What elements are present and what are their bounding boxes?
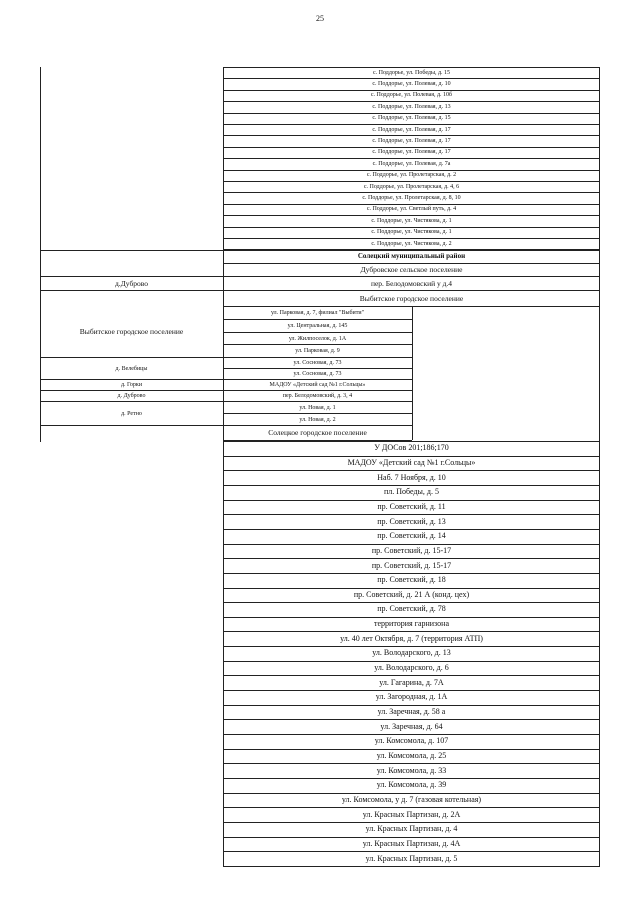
table-hline xyxy=(223,124,599,125)
table-hline xyxy=(223,749,599,750)
table-hline xyxy=(40,290,599,291)
soletskoe-row: ул. Красных Партизан, д. 2А xyxy=(362,809,461,819)
podd-row: с. Поддорье, ул. Пролетарская, д. 4, 6 xyxy=(363,183,460,190)
table-hline xyxy=(223,158,599,159)
table-hline xyxy=(40,379,412,380)
podd-row: с. Поддорье, ул. Чистякова, д. 2 xyxy=(371,240,452,247)
soletskoe-row: ул. Красных Партизан, д. 4А xyxy=(362,838,461,848)
table-hline xyxy=(223,690,599,691)
dubrovo-place: д.Дуброво xyxy=(114,278,148,288)
soletskoe-row: ул. Красных Партизан, д. 4 xyxy=(365,824,458,834)
podd-row: с. Поддорье, ул. Пролетарская, д. 2 xyxy=(366,172,457,179)
podd-row: с. Поддорье, ул. Полевая, д. 15 xyxy=(372,115,451,122)
soletskoe-row: ул. Красных Партизан, д. 5 xyxy=(365,853,458,863)
table-hline xyxy=(223,204,599,205)
table-hline xyxy=(223,485,599,486)
table-hline xyxy=(223,866,599,867)
retno-address-2: ул. Новая, д. 2 xyxy=(299,416,336,423)
vybiti-address-3: ул. Жилпоселок, д. 1А xyxy=(288,335,347,342)
district-title: Солецкий муниципальный район xyxy=(357,251,466,260)
podd-row: с. Поддорье, ул. Победы, д. 15 xyxy=(372,69,451,76)
table-vline xyxy=(412,307,413,440)
soletskoe-row: пр. Советский, д. 15-17 xyxy=(371,545,452,555)
table-hline xyxy=(223,113,599,114)
podd-row: с. Поддорье, ул. Полевая, д. 13 xyxy=(372,103,451,110)
table-hline xyxy=(223,441,599,442)
table-hline xyxy=(40,401,412,402)
soletskoe-row: ул. Володарского, д. 13 xyxy=(372,648,451,658)
table-hline xyxy=(223,573,599,574)
soletskoe-row: ул. Загородная, д. 1А xyxy=(375,692,448,702)
table-hline xyxy=(223,147,599,148)
gorki-address: МАДОУ «Детский сад №1 г.Сольцы» xyxy=(269,382,366,388)
soletskoe-row: У ДОСов 201;186;170 xyxy=(374,443,449,453)
table-hline xyxy=(223,101,599,102)
table-hline xyxy=(223,344,412,345)
table-hline xyxy=(223,602,599,603)
address-table xyxy=(40,67,600,867)
soletskoe-row: пр. Советский, д. 14 xyxy=(377,531,446,541)
gorki-label: д. Горки xyxy=(120,382,143,388)
soletskoe-row: территория гарнизона xyxy=(373,619,450,629)
table-hline xyxy=(223,807,599,808)
table-hline xyxy=(223,170,599,171)
table-hline xyxy=(223,192,599,193)
soletskoe-row: ул. Комсомола, д. 107 xyxy=(374,736,449,746)
table-hline xyxy=(223,470,599,471)
vybiti-address-4: ул. Парковая, д. 9 xyxy=(295,348,340,354)
retno-address-1: ул. Новая, д. 1 xyxy=(299,404,336,411)
podd-row: с. Поддорье, ул. Полевая, д. 7а xyxy=(372,160,451,167)
table-hline xyxy=(223,456,599,457)
vybiti-address-1: ул. Парковая, д. 7, филиал "Выбити" xyxy=(270,310,365,316)
table-hline xyxy=(223,368,412,369)
soletskoe-row: ул. Заречная, д. 58 а xyxy=(377,707,446,716)
table-hline xyxy=(223,675,599,676)
table-hline xyxy=(223,319,412,320)
soletskoe-row: пр. Советский, д. 78 xyxy=(377,604,446,614)
soletskoe-row: ул. Комсомола, д. 33 xyxy=(376,765,447,775)
vybiti-address-2: ул. Центральная, д. 145 xyxy=(287,323,348,329)
table-hline xyxy=(223,851,599,852)
retno-label: д. Ретно xyxy=(121,410,142,417)
table-hline xyxy=(40,425,412,426)
page-number: 25 xyxy=(316,14,324,23)
table-hline xyxy=(223,514,599,515)
soletskoe-row: пр. Советский, д. 13 xyxy=(377,516,446,526)
podd-row: с. Поддорье, ул. Полевая, д. 17 xyxy=(372,138,451,145)
table-hline xyxy=(223,500,599,501)
table-vline xyxy=(223,67,224,867)
table-hline xyxy=(223,631,599,632)
table-hline xyxy=(223,778,599,779)
soletskoe-row: ул. Володарского, д. 6 xyxy=(374,663,449,673)
dubrovo2-address: пер. Белодомовский, д. 3, 4 xyxy=(282,393,353,399)
table-hline xyxy=(223,719,599,720)
table-hline xyxy=(223,837,599,838)
table-hline xyxy=(223,227,599,228)
soletskoe-row: ул. Заречная, д. 64 xyxy=(380,721,443,731)
table-hline xyxy=(223,215,599,216)
table-hline xyxy=(223,238,599,239)
table-hline xyxy=(223,558,599,559)
podd-row: с. Поддорье, ул. Полевая, д. 10 xyxy=(372,81,451,88)
soletskoe-row: ул. Гагарина, д. 7А xyxy=(379,677,444,687)
table-hline xyxy=(223,67,599,68)
soletskoe-row: Наб. 7 Ноября, д. 10 xyxy=(377,472,446,482)
dubrovo-address: пер. Белодомовский у д.4 xyxy=(370,278,453,288)
soletskoe-row: пр. Советский, д. 21 А (конд. цех) xyxy=(353,589,470,599)
table-hline xyxy=(223,306,599,307)
podd-row: с. Поддорье, ул. Полевая, д. 17 xyxy=(372,149,451,156)
soletskoe-row: ул. 40 лет Октября, д. 7 (территория АТП) xyxy=(340,633,483,643)
table-hline xyxy=(223,705,599,706)
podd-row: с. Поддорье, ул. Полевая, д. 10б xyxy=(370,92,453,99)
table-hline xyxy=(223,822,599,823)
soletskoe-row: пр. Советский, д. 18 xyxy=(377,575,446,585)
soletskoe-row: ул. Комсомола, д. 25 xyxy=(376,750,447,760)
table-hline xyxy=(223,332,412,333)
table-hline xyxy=(223,135,599,136)
table-hline xyxy=(40,250,599,251)
podd-row: с. Поддорье, ул. Светлый путь, д. 4 xyxy=(366,206,457,213)
table-hline xyxy=(223,734,599,735)
dubrovo-settlement-title: Дубровское сельское поселение xyxy=(360,264,463,274)
podd-row: с. Поддорье, ул. Пролетарская, д. 8, 10 xyxy=(362,195,461,202)
table-hline xyxy=(223,181,599,182)
table-hline xyxy=(223,529,599,530)
table-hline xyxy=(223,793,599,794)
table-hline xyxy=(223,90,599,91)
soletskoe-settlement-title: Солецкое городское поселение xyxy=(268,428,367,438)
velebitsy-address-2: ул. Сосновая, д. 73 xyxy=(293,371,342,377)
table-hline xyxy=(40,276,599,277)
table-hline xyxy=(223,646,599,647)
table-hline xyxy=(223,544,599,545)
podd-row: с. Поддорье, ул. Чистякова, д. 1 xyxy=(371,217,452,224)
vybiti-settlement-title: Выбитское городское поселение xyxy=(359,293,464,303)
podd-row: с. Поддорье, ул. Чистякова, д. 1 xyxy=(371,229,452,236)
soletskoe-row: пр. Советский, д. 15-17 xyxy=(371,560,452,570)
table-hline xyxy=(40,390,412,391)
table-vline xyxy=(599,67,600,867)
podd-row: с. Поддорье, ул. Полевая, д. 17 xyxy=(372,126,451,133)
velebitsy-address-1: ул. Сосновая, д. 73 xyxy=(293,360,342,366)
dubrovo2-label: д. Дуброво xyxy=(117,393,146,399)
velebitsy-label: д. Велебицы xyxy=(115,365,148,372)
soletskoe-row: пл. Победы, д. 5 xyxy=(384,487,439,497)
table-hline xyxy=(223,78,599,79)
table-hline xyxy=(223,413,412,414)
table-hline xyxy=(223,617,599,618)
table-hline xyxy=(223,588,599,589)
soletskoe-row: МАДОУ «Детский сад №1 г.Сольцы» xyxy=(347,457,476,467)
table-hline xyxy=(223,661,599,662)
table-hline xyxy=(223,263,599,264)
table-hline xyxy=(223,763,599,764)
soletskoe-row: ул. Комсомола, у д. 7 (газовая котельная) xyxy=(341,794,482,804)
table-vline xyxy=(40,67,41,442)
soletskoe-row: ул. Комсомола, д. 39 xyxy=(376,780,447,790)
soletskoe-row: пр. Советский, д. 11 xyxy=(377,501,446,511)
vybiti-group-label: Выбитское городское поселение xyxy=(79,327,184,337)
table-hline xyxy=(40,357,412,358)
